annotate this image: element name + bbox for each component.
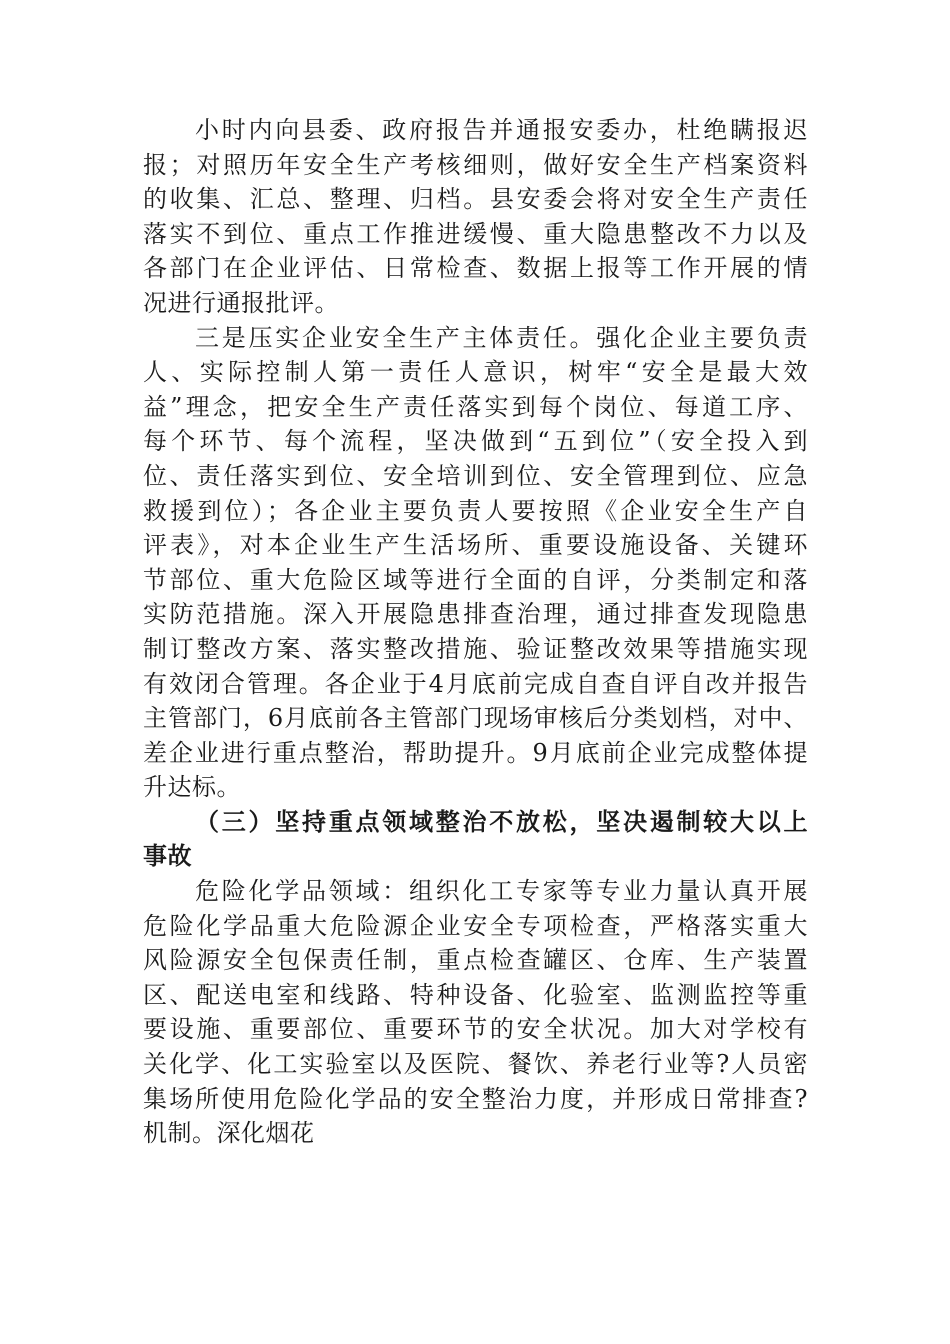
text-line: 危险化学品重大危险源企业安全专项检查，严格落实重大 (143, 911, 808, 940)
text-line: 主管部门，6月底前各主管部门现场审核后分类划档，对中、 (143, 704, 808, 733)
text-line: 人、实际控制人第一责任人意识，树牢“安全是最大效 (143, 358, 808, 387)
text-line: 每个环节、每个流程，坚决做到“五到位”（安全投入到 (143, 427, 808, 456)
text-line: 区、配送电室和线路、特种设备、化验室、监测监控等重 (143, 980, 808, 1009)
text-line: 三是压实企业安全生产主体责任。强化企业主要负责 (195, 323, 808, 352)
text-line: 位、责任落实到位、安全培训到位、安全管理到位、应急 (143, 461, 808, 490)
text-line: 救援到位）；各企业主要负责人要按照《企业安全生产自 (143, 496, 808, 525)
text-line: 的收集、汇总、整理、归档。县安委会将对安全生产责任 (143, 185, 808, 214)
text-line: 风险源安全包保责任制，重点检查罐区、仓库、生产装置 (143, 946, 808, 975)
section-heading (143, 805, 808, 874)
heading-line: （三）坚持重点领域整治不放松，坚决遏制较大以上 (195, 806, 808, 836)
text-line: 要设施、重要部位、重要环节的安全状况。加大对学校有 (143, 1015, 808, 1044)
text-line: 益”理念，把安全生产责任落实到每个岗位、每道工序、 (143, 392, 808, 421)
text-line: 实防范措施。深入开展隐患排查治理，通过排查发现隐患 (143, 600, 808, 629)
text-line: 各部门在企业评估、日常检查、数据上报等工作开展的情 (143, 254, 808, 283)
text-line: 况进行通报批评。 (143, 288, 339, 317)
text-line: 落实不到位、重点工作推进缓慢、重大隐患整改不力以及 (143, 219, 808, 248)
heading-line: 事故 (143, 841, 192, 871)
paragraph-enterprise-responsibility (143, 321, 808, 805)
text-line: 有效闭合管理。各企业于4月底前完成自查自评自改并报告 (143, 669, 808, 698)
text-line: 关化学、化工实验室以及医院、餐饮、养老行业等?人员密 (143, 1050, 808, 1079)
paragraph-hazardous-chemicals (143, 874, 808, 1151)
text-line: 差企业进行重点整治，帮助提升。9月底前企业完成整体提 (143, 738, 808, 767)
text-line: 升达标。 (143, 773, 241, 802)
text-line: 小时内向县委、政府报告并通报安委办，杜绝瞒报迟 (195, 116, 808, 144)
text-line: 报；对照历年安全生产考核细则，做好安全生产档案资料 (143, 150, 808, 179)
text-line: 制订整改方案、落实整改措施、验证整改效果等措施实现 (143, 634, 808, 663)
paragraph-reporting (143, 113, 808, 321)
text-line: 集场所使用危险化学品的安全整治力度，并形成日常排查? (143, 1084, 808, 1113)
text-line: 节部位、重大危险区域等进行全面的自评，分类制定和落 (143, 565, 808, 594)
text-line: 评表》，对本企业生产生活场所、重要设施设备、关键环 (143, 531, 808, 560)
text-line: 机制。深化烟花 (143, 1119, 315, 1148)
document-body (143, 113, 808, 1151)
text-line: 危险化学品领域：组织化工专家等专业力量认真开展 (195, 877, 808, 906)
